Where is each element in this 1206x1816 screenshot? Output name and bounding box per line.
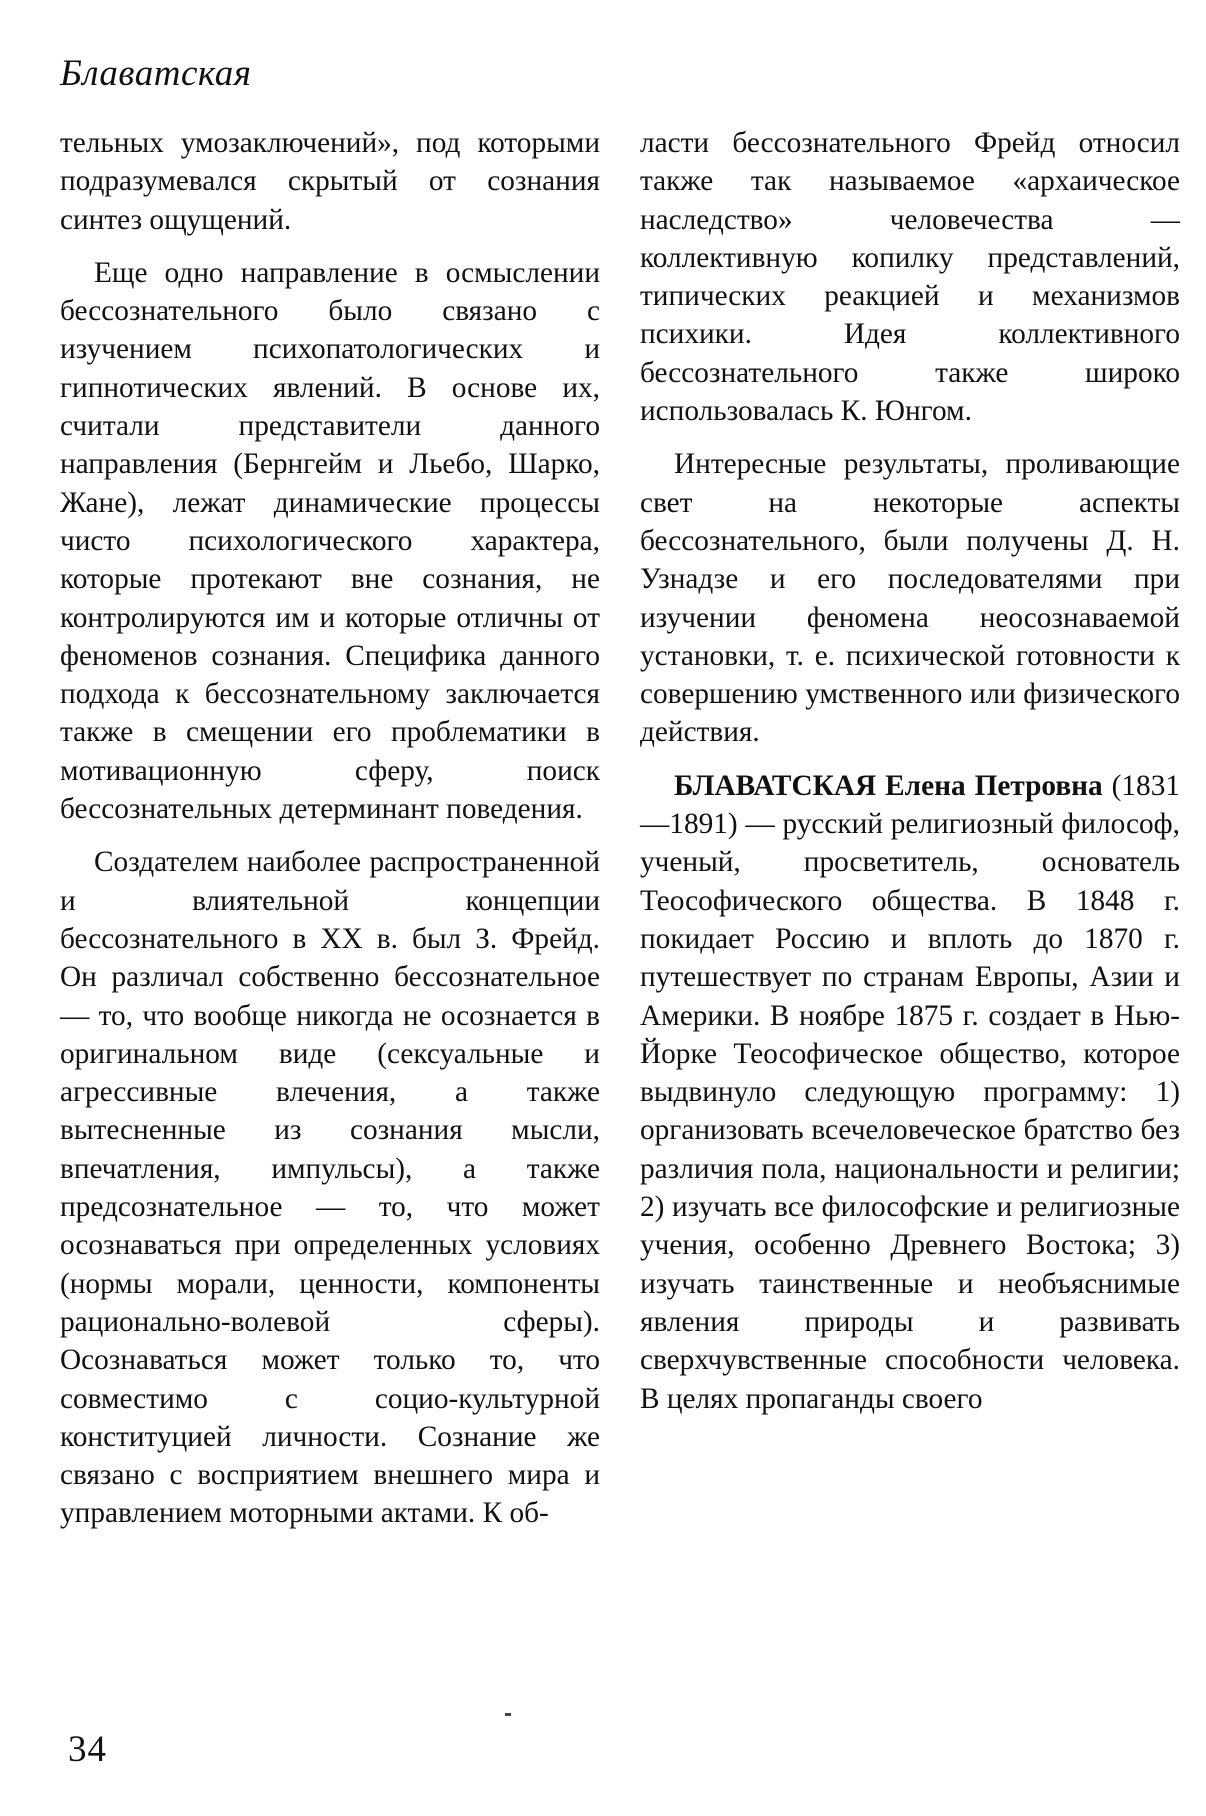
paragraph-continuation: тельных умозаключений», под которыми подразумевался скрытый от сознания синтез ощущений. — [60, 127, 600, 236]
running-header: Блаватская — [60, 53, 252, 94]
paragraph: Еще одно направление в осмыслении бессознательного было связано с изучением психопатологических и гипнотических явлений. В основе их, считали представители данного направления (Бернгейм и Льебо, Шарко, Жане), лежат динамические процессы чисто психологического характера, которые протекают вне сознания, не контролируются им и которые отличны от феноменов сознания. Специфика данного подхода к бессознательному заключается также в смещении его проблематики в мотивационную сферу, поиск бессознательных детерминант поведения. — [60, 256, 600, 826]
encyclopedia-entry — [640, 767, 1180, 1418]
paragraph: Создателем наиболее распространенной и влиятельной концепции бессознательного в XX в. был З. Фрейд. Он различал собственно бессознательное — то, что вообще никогда не осознается в оригинальном виде (сексуальные и агрессивные влечения, а также вытесненные из сознания мысли, впечатления, импульсы), а также предсознательное — то, что может осознаваться при определенных условиях (нормы морали, ценности, компоненты рационально-волевой сферы). Осознаваться может только то, что совместимо с социо-культурной конституцией личности. Сознание же связано с восприятием внешнего мира и управлением моторными актами. К об- — [60, 846, 600, 1530]
page-number: 34 — [68, 1729, 107, 1770]
paragraph: Интересные результаты, проливающие свет на некоторые аспекты бессознательного, были получены Д. Н. Узнадзе и его последователями при изучении феномена неосознаваемой установки, т. е. психической готовности к совершению умственного или физического действия. — [640, 448, 1180, 749]
right-column — [640, 124, 1180, 1433]
left-column — [60, 124, 600, 1548]
paragraph-continuation: ласти бессознательного Фрейд относил также так называемое «архаическое наследство» человечества — коллективную копилку представлений, типических реакцией и механизмов психики. Идея коллективного бессознательного также широко использовалась К. Юнгом. — [640, 127, 1180, 428]
entry-body: (1831—1891) — русский религиозный философ, ученый, просветитель, основатель Теософического общества. В 1848 г. покидает Россию и вплоть до 1870 г. путешествует по странам Европы, Азии и Америки. В ноябре 1875 г. создает в Нью-Йорке Теософическое общество, которое выдвинуло следующую программу: 1) организовать всечеловеческое братство без различия пола, национальности и религии; 2) изучать все философские и религиозные учения, особенно Древнего Востока; 3) изучать таинственные и необъяснимые явления природы и развивать сверхчувственные способности человека. В целях пропаганды своего — [640, 769, 1180, 1415]
entry-title: БЛАВАТСКАЯ Елена Петровна — [674, 769, 1103, 802]
print-mark — [505, 1713, 511, 1716]
